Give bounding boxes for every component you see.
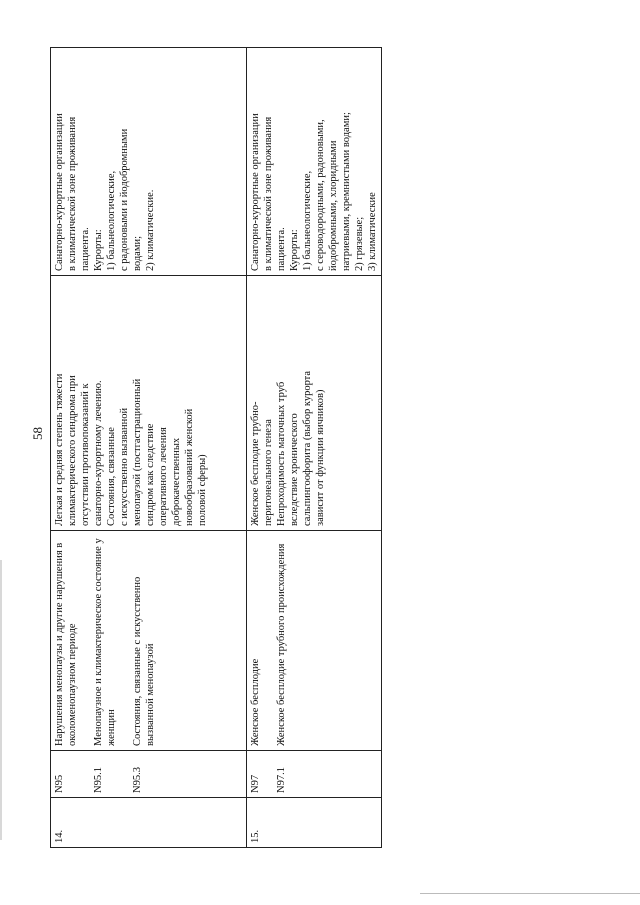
treatment-line: 3) климатические (367, 192, 378, 271)
treatment-table (50, 47, 382, 848)
page-number: 58 (30, 427, 45, 440)
treatment-line: Курорты: (93, 229, 104, 271)
diagnosis-text: Женское бесплодие (250, 658, 261, 746)
row-number: 15. (247, 798, 382, 848)
condition-line: Легкая и средняя степень тяжести (54, 373, 65, 526)
treatment-line: пациента. (276, 227, 287, 271)
treatment-line: пациента. (80, 227, 91, 271)
treatment-line: с сероводородными, радоновыми, (315, 119, 326, 271)
condition-line: с искусственно вызванной (119, 407, 130, 526)
condition-line: Непроходимость маточных труб (276, 381, 287, 526)
treatment-cell (247, 48, 382, 276)
treatment-line: 1) бальнеологические, (106, 170, 117, 271)
icd-codes-cell (51, 751, 247, 798)
treatment-line: натриевыми, кремнистыми водами; (341, 112, 352, 271)
condition-cell (247, 276, 382, 531)
table-row (51, 48, 247, 848)
table-row (247, 48, 382, 848)
condition-line: зависит от функции яичников) (315, 389, 326, 526)
treatment-line: 2) климатические. (145, 189, 156, 271)
condition-line: Женское бесплодие трубно- (250, 401, 261, 526)
icd-code: N95.1 (93, 767, 104, 793)
treatment-line: Курорты: (289, 229, 300, 271)
diagnosis-text: Женское бесплодие трубного происхождения (276, 543, 287, 746)
condition-line: оперативного лечения (158, 427, 169, 526)
condition-line: сальпингоофорита (выбор курорта (302, 370, 313, 526)
diagnosis-text: Состояния, связанные с искусственно вызванной менопаузой (132, 576, 156, 746)
treatment-line: в климатической зоне проживания (67, 116, 78, 271)
condition-line: синдром как следствие (145, 423, 156, 526)
treatment-line: Санаторно-курортные организации (54, 113, 65, 271)
treatment-line: в климатической зоне проживания (263, 116, 274, 271)
treatment-table-page (50, 48, 380, 848)
condition-line: вследствие хронического (289, 413, 300, 526)
diagnosis-cell (247, 531, 382, 751)
diagnosis-text: Менопаузное и климактерическое состояние у женщин (93, 538, 117, 746)
icd-code: N97 (250, 774, 261, 793)
icd-code: N95.3 (132, 767, 143, 793)
condition-line: санаторно-курортному лечению. (93, 380, 104, 526)
scan-corner-line (420, 893, 640, 894)
row-number: 14. (51, 798, 247, 848)
condition-line: менопаузой (постгастрационный (132, 378, 143, 526)
treatment-line: Санаторно-курортные организации (250, 113, 261, 271)
condition-line: новообразований женской (184, 408, 195, 526)
condition-line: климактерического синдрома при (67, 375, 78, 526)
condition-cell (51, 276, 247, 531)
condition-line: перитонеального генеза (263, 419, 274, 526)
diagnosis-cell (51, 531, 247, 751)
icd-code: N95 (54, 774, 65, 793)
treatment-line: 1) бальнеологические, (302, 170, 313, 271)
treatment-line: с радоновыми и йодобромными (119, 128, 130, 271)
treatment-line: водами; (132, 235, 143, 271)
condition-line: доброкачественных (171, 437, 182, 526)
treatment-line: 2) грязевые; (354, 216, 365, 271)
condition-line: отсутствии противопоказаний к (80, 383, 91, 526)
diagnosis-text: Нарушения менопаузы и другие нарушения в околоменопаузном периоде (54, 542, 78, 746)
scan-edge-shadow (0, 560, 2, 840)
condition-line: Состояния, связанные (106, 427, 117, 526)
treatment-cell (51, 48, 247, 276)
condition-line: половой сферы) (197, 454, 208, 526)
treatment-line: йодобромными, хлоридными (328, 140, 339, 271)
icd-code: N97.1 (276, 767, 287, 793)
icd-codes-cell (247, 751, 382, 798)
